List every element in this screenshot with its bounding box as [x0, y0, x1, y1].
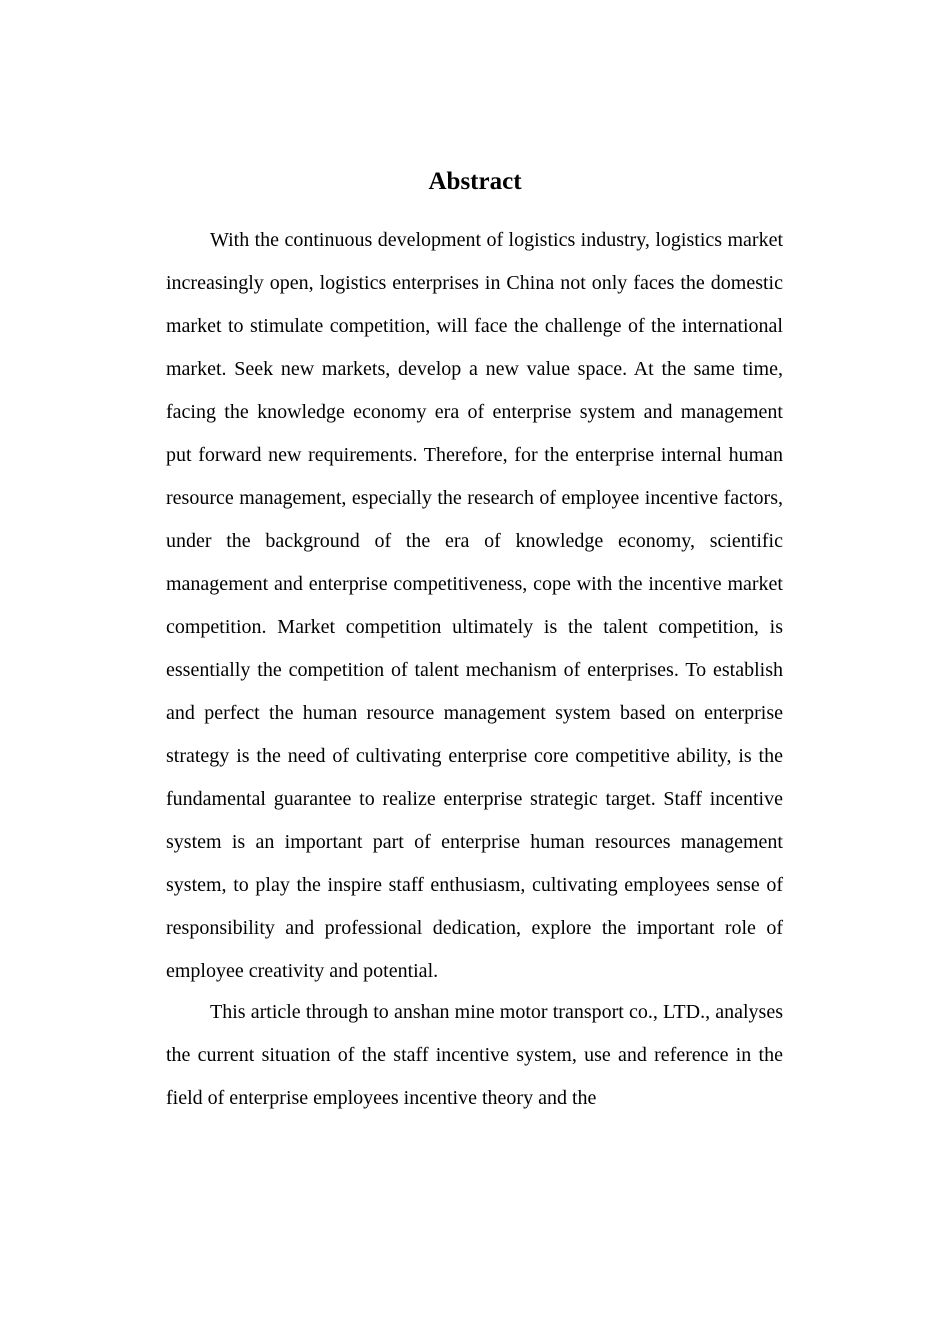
paragraph-1: With the continuous development of logistics industry, logistics market increasingly open, logistics enterprises in China not only faces the domestic market to stimulate competition, will face the challenge of the international market. Seek new markets, develop a new value space. At the same time, facing the knowledge economy era of enterprise system and management put forward new requirements. Therefore, for the enterprise internal human resource management, especially the research of employee incentive factors, under the background of the era of knowledge economy, scientific management and enterprise competitiveness, cope with the incentive market competition. Market competition ultimately is the talent competition, is essentially the competition of talent mechanism of enterprises. To establish and perfect the human resource management system based on enterprise strategy is the need of cultivating enterprise core competitive ability, is the fundamental guarantee to realize enterprise strategic target. Staff incentive system is an important part of enterprise human resources management system, to play the inspire staff enthusiasm, cultivating employees sense of responsibility and professional dedication, explore the important role of employee creativity and potential.: [166, 229, 783, 982]
page-title: Abstract: [428, 168, 522, 195]
abstract-body: [166, 219, 783, 1120]
paragraph-2: This article through to anshan mine motor transport co., LTD., analyses the current situation of the staff incentive system, use and reference in the field of enterprise employees incentive theory and the: [166, 1001, 783, 1109]
